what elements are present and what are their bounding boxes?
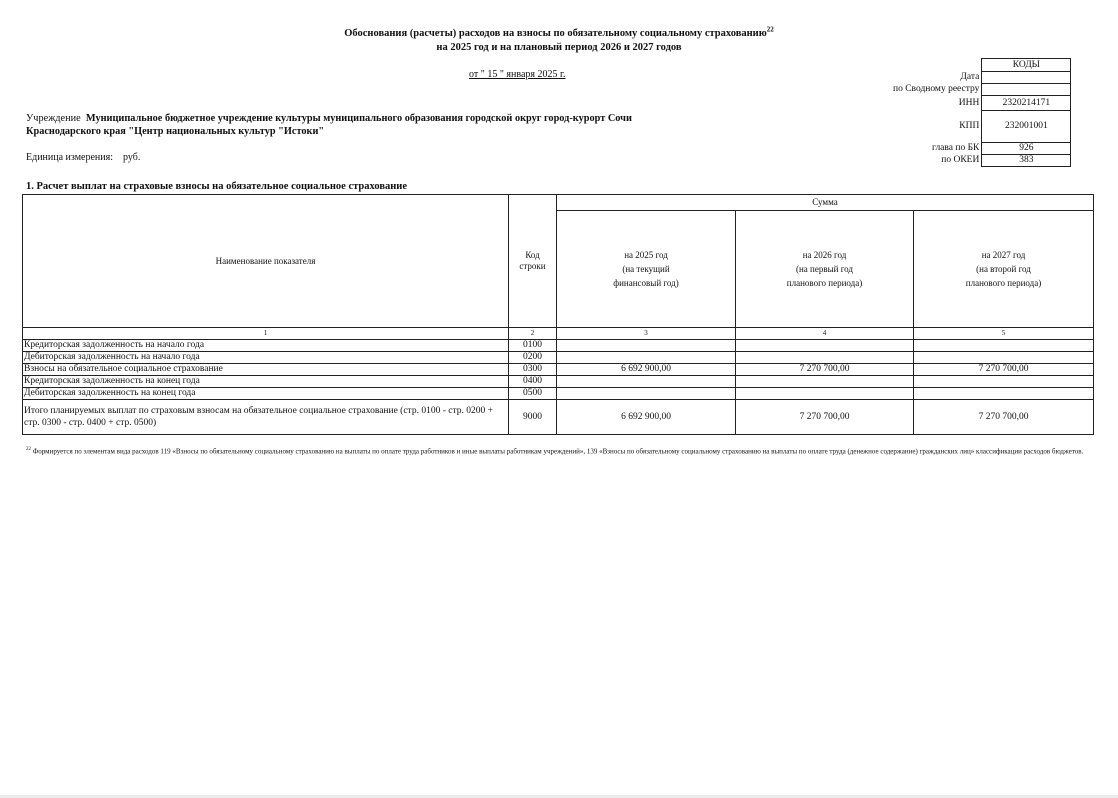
total-value-2026: 7 270 700,00 bbox=[736, 400, 914, 435]
codes-title: КОДЫ bbox=[982, 59, 1071, 72]
codes-table bbox=[890, 58, 1071, 167]
column-number: 2 bbox=[509, 328, 557, 340]
title-footnote-mark: 22 bbox=[766, 25, 774, 34]
row-value-2027 bbox=[914, 352, 1094, 364]
row-value-2026 bbox=[736, 376, 914, 388]
unit-block bbox=[26, 152, 140, 163]
row-value-2025: 6 692 900,00 bbox=[557, 364, 736, 376]
institution-name-line-2: Краснодарского края "Центр национальных культур "Истоки" bbox=[26, 126, 325, 137]
header-year-1-line-1: на 2025 год bbox=[624, 249, 668, 260]
row-name: Дебиторская задолженность на конец года bbox=[23, 388, 509, 400]
code-label-okei: по ОКЕИ bbox=[941, 155, 980, 165]
row-name: Дебиторская задолженность на начало года bbox=[23, 352, 509, 364]
code-label-date: Дата bbox=[960, 72, 980, 82]
row-code: 0100 bbox=[509, 340, 557, 352]
section-title: 1. Расчет выплат на страховые взносы на обязательное социальное страхование bbox=[26, 181, 407, 192]
header-year-3-line-2: (на второй год bbox=[976, 263, 1031, 274]
table-row bbox=[23, 364, 1094, 376]
unit-label: Единица измерения: bbox=[26, 152, 113, 163]
row-value-2025 bbox=[557, 376, 736, 388]
header-year-2-line-2: (на первый год bbox=[795, 263, 854, 274]
header-year-3-line-1: на 2027 год bbox=[981, 249, 1026, 260]
total-row bbox=[23, 400, 1094, 435]
header-code-text: Код строки bbox=[519, 250, 546, 271]
table-row bbox=[23, 388, 1094, 400]
row-name: Кредиторская задолженность на начало года bbox=[23, 340, 509, 352]
column-number: 5 bbox=[914, 328, 1094, 340]
row-code: 0300 bbox=[509, 364, 557, 376]
header-name: Наименование показателя bbox=[23, 195, 509, 328]
total-code: 9000 bbox=[509, 400, 557, 435]
header-year-3 bbox=[914, 211, 1094, 328]
row-value-2026 bbox=[736, 352, 914, 364]
row-value-2027 bbox=[914, 388, 1094, 400]
header-year-2 bbox=[736, 211, 914, 328]
header-year-1-line-2: (на текущий bbox=[622, 263, 670, 274]
table-row bbox=[23, 352, 1094, 364]
row-code: 0500 bbox=[509, 388, 557, 400]
row-value-2027 bbox=[914, 376, 1094, 388]
code-label-inn: ИНН bbox=[958, 97, 980, 108]
institution-label: Учреждение bbox=[26, 113, 81, 124]
total-value-2027: 7 270 700,00 bbox=[914, 400, 1094, 435]
code-value-kpp: 232001001 bbox=[982, 111, 1071, 143]
row-name: Взносы на обязательное социальное страхование bbox=[23, 364, 509, 376]
main-table-wrap bbox=[22, 194, 1094, 435]
code-value-okei: 383 bbox=[982, 155, 1071, 167]
row-code: 0200 bbox=[509, 352, 557, 364]
code-value-date bbox=[982, 72, 1071, 84]
row-value-2025 bbox=[557, 388, 736, 400]
document-title bbox=[0, 27, 1118, 40]
code-value-inn: 2320214171 bbox=[982, 96, 1071, 111]
row-value-2026: 7 270 700,00 bbox=[736, 364, 914, 376]
column-numbers-row bbox=[23, 328, 1094, 340]
row-value-2026 bbox=[736, 388, 914, 400]
table-row bbox=[23, 376, 1094, 388]
code-label-registry: по Сводному реестру bbox=[893, 84, 980, 94]
total-name: Итого планируемых выплат по страховым взносам на обязательное социальное страхование (стр. 0100 - стр. 0200 + стр. 0300 - стр. 0400 + стр. 0500) bbox=[23, 400, 509, 435]
header-year-2-line-1: на 2026 год bbox=[802, 249, 847, 260]
unit-value: руб. bbox=[123, 152, 141, 163]
header-year-2-line-3: планового периода) bbox=[786, 277, 863, 288]
header-sum: Сумма bbox=[557, 195, 1094, 211]
code-value-registry bbox=[982, 84, 1071, 96]
header-code bbox=[509, 195, 557, 328]
institution-name-line-1: Муниципальное бюджетное учреждение культуры муниципального образования городской округ город-курорт Сочи bbox=[85, 113, 632, 124]
code-label-bk: глава по БК bbox=[932, 143, 980, 153]
table-row bbox=[23, 340, 1094, 352]
row-value-2026 bbox=[736, 340, 914, 352]
row-value-2025 bbox=[557, 352, 736, 364]
footnote bbox=[26, 445, 1096, 456]
document-subtitle: на 2025 год и на плановый период 2026 и 2027 годов bbox=[436, 42, 682, 53]
total-value-2025: 6 692 900,00 bbox=[557, 400, 736, 435]
code-label-kpp: КПП bbox=[959, 121, 980, 131]
column-number: 3 bbox=[557, 328, 736, 340]
codes-block bbox=[890, 58, 1071, 167]
title-line-1: Обоснования (расчеты) расходов на взносы по обязательному социальному страхованию bbox=[344, 28, 767, 39]
footnote-mark: 22 bbox=[26, 447, 31, 452]
row-value-2025 bbox=[557, 340, 736, 352]
row-code: 0400 bbox=[509, 376, 557, 388]
column-number: 1 bbox=[23, 328, 509, 340]
code-value-bk: 926 bbox=[982, 143, 1071, 155]
header-year-1-line-3: финансовый год) bbox=[613, 277, 679, 288]
main-table bbox=[22, 194, 1094, 435]
row-name: Кредиторская задолженность на конец года bbox=[23, 376, 509, 388]
footnote-text: Формируется по элементам вида расходов 119 «Взносы по обязательному социальному страхованию на выплаты по оплате труда работников и иные выплаты работникам учреждений», 139 «Взносы по обязательному социальному страхованию на выплаты по оплате труда (денежное содержание) гражданских лиц» классификации расходов бюджетов. bbox=[32, 447, 1084, 456]
header-year-3-line-3: планового периода) bbox=[965, 277, 1042, 288]
document-date: от " 15 " января 2025 г. bbox=[469, 69, 566, 80]
row-value-2027 bbox=[914, 340, 1094, 352]
header-year-1 bbox=[557, 211, 736, 328]
column-number: 4 bbox=[736, 328, 914, 340]
institution-block bbox=[26, 112, 632, 138]
row-value-2027: 7 270 700,00 bbox=[914, 364, 1094, 376]
